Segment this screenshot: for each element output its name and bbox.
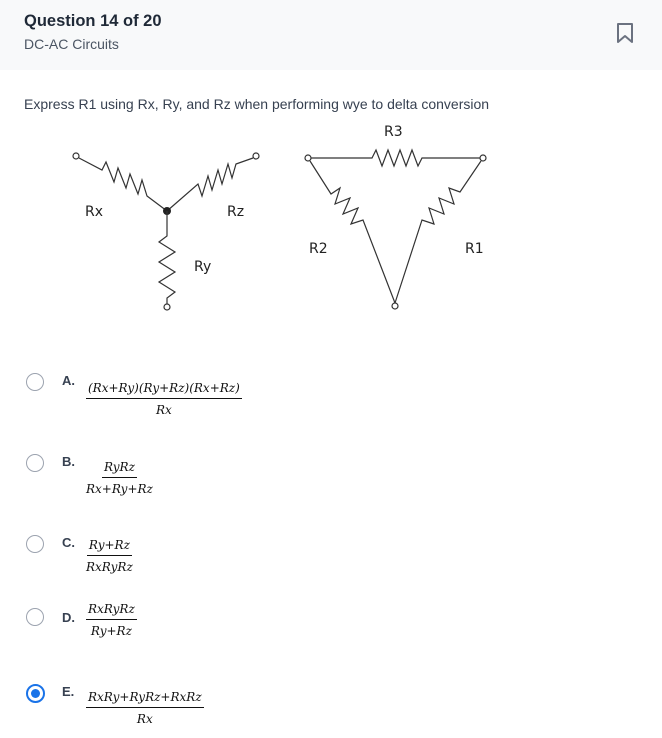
question-header — [0, 0, 662, 70]
label-r3: R3 — [384, 124, 403, 140]
label-rz: Rz — [227, 204, 245, 220]
wye-terminal-rz — [253, 153, 259, 159]
formula-denominator: Rx — [155, 403, 172, 417]
bookmark-icon[interactable] — [615, 22, 635, 44]
delta-network — [305, 124, 486, 309]
formula-numerator: RyRz — [102, 460, 137, 478]
wye-delta-diagram — [60, 118, 520, 328]
question-category: DC-AC Circuits — [24, 36, 119, 52]
radio-button[interactable] — [26, 608, 44, 626]
radio-selected-dot — [31, 689, 40, 698]
radio-button-selected[interactable] — [26, 684, 45, 703]
resistor-r2 — [310, 161, 395, 303]
label-rx: Rx — [85, 204, 104, 220]
resistor-ry — [159, 211, 175, 304]
formula-numerator: Ry+Rz — [87, 538, 132, 556]
option-letter: B. — [62, 454, 75, 469]
formula-numerator: RxRyRz — [86, 602, 137, 620]
wye-network — [73, 153, 259, 310]
radio-button[interactable] — [26, 454, 44, 472]
resistor-r3 — [311, 150, 480, 166]
delta-terminal-left — [305, 155, 311, 161]
option-letter: D. — [62, 610, 75, 625]
label-ry: Ry — [194, 259, 212, 275]
option-d[interactable] — [26, 602, 426, 658]
formula-denominator: Rx+Ry+Rz — [86, 482, 153, 496]
option-letter: E. — [62, 684, 75, 699]
formula-denominator: Rx — [136, 712, 153, 726]
option-e[interactable] — [26, 684, 426, 734]
delta-terminal-bottom — [392, 303, 398, 309]
radio-button[interactable] — [26, 373, 44, 391]
option-letter: A. — [62, 373, 75, 388]
delta-terminal-right — [480, 155, 486, 161]
radio-button[interactable] — [26, 535, 44, 553]
resistor-r1 — [395, 161, 481, 303]
option-letter: C. — [62, 535, 75, 550]
option-formula — [86, 538, 133, 574]
option-b[interactable] — [26, 454, 426, 504]
question-number: Question 14 of 20 — [24, 12, 162, 30]
formula-denominator: Ry+Rz — [90, 624, 132, 638]
option-formula — [86, 381, 242, 417]
option-a[interactable] — [26, 373, 426, 423]
label-r2: R2 — [309, 241, 328, 257]
formula-denominator: RxRyRz — [86, 560, 133, 574]
formula-numerator: (Rx+Ry)(Ry+Rz)(Rx+Rz) — [86, 381, 242, 399]
wye-terminal-ry — [164, 304, 170, 310]
label-r1: R1 — [465, 241, 484, 257]
option-formula — [86, 690, 204, 726]
formula-numerator: RxRy+RyRz+RxRz — [86, 690, 204, 708]
option-c[interactable] — [26, 535, 426, 585]
question-prompt: Express R1 using Rx, Ry, and Rz when performing wye to delta conversion — [24, 96, 490, 112]
option-formula — [86, 460, 153, 496]
option-formula — [86, 602, 137, 638]
wye-terminal-rx — [73, 153, 79, 159]
